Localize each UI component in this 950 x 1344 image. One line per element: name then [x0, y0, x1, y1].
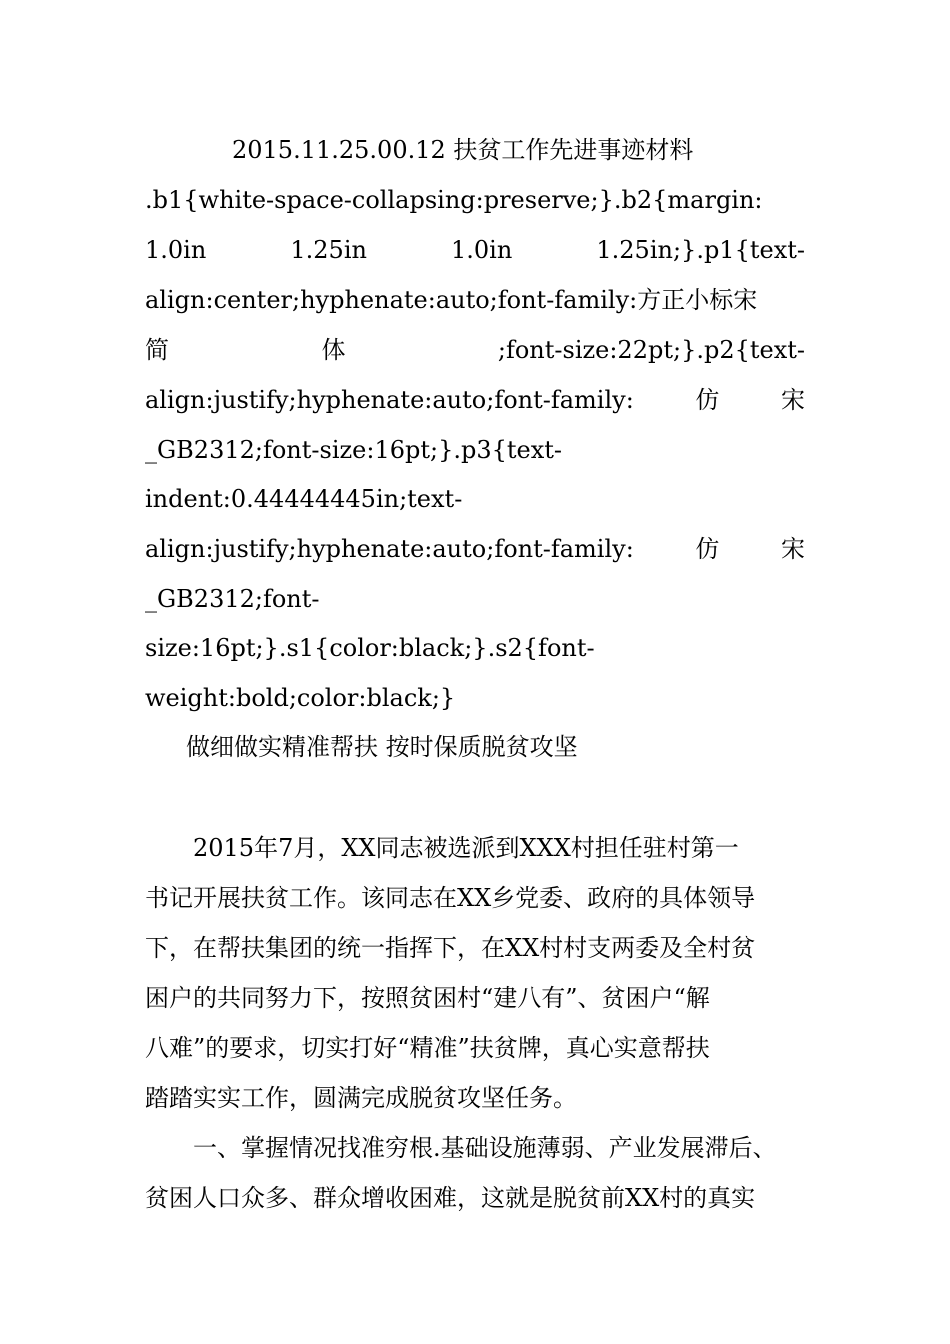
css-text-word: 1.0in	[145, 236, 207, 264]
paragraph-line: 一、掌握情况找准穷根.基础设施薄弱、产业发展滞后、	[193, 1134, 777, 1162]
css-text-line: .b1{white-space-collapsing:preserve;}.b2{margin:	[145, 186, 763, 214]
css-text-word: 1.0in	[451, 236, 513, 264]
css-text-line: _GB2312;font-	[145, 585, 320, 613]
css-text-word: 1.25in;}.p1{text-	[596, 236, 805, 264]
css-text-line	[145, 233, 805, 267]
paragraph-line: 书记开展扶贫工作。该同志在XX乡党委、政府的具体领导	[145, 884, 756, 912]
css-text-line: indent:0.44444445in;text-	[145, 485, 463, 513]
paragraph-line: 八难”的要求，切实打好“精准”扶贫牌，真心实意帮扶	[145, 1034, 710, 1062]
css-text-line	[145, 333, 805, 367]
css-text-word: 宋	[781, 386, 805, 414]
css-text-line: _GB2312;font-size:16pt;}.p3{text-	[145, 436, 563, 464]
css-text-line	[145, 383, 805, 417]
css-text-word: align:justify;hyphenate:auto;font-family:	[145, 386, 634, 414]
paragraph-line: 困户的共同努力下，按照贫困村“建八有”、贫困户“解	[145, 984, 710, 1012]
paragraph-line: 2015年7月，XX同志被选派到XXX村担任驻村第一	[193, 834, 739, 862]
css-text-word: 仿	[695, 535, 720, 563]
css-text-word: 仿	[695, 386, 720, 414]
css-text-word: align:justify;hyphenate:auto;font-family:	[145, 535, 634, 563]
css-text-word: 宋	[781, 535, 805, 563]
document-subtitle: 做细做实精准帮扶 按时保质脱贫攻坚	[186, 733, 578, 761]
css-text-line	[145, 532, 805, 566]
css-text-line: align:center;hyphenate:auto;font-family:方正小标宋	[145, 286, 758, 314]
paragraph-line: 贫困人口众多、群众增收困难，这就是脱贫前XX村的真实	[145, 1184, 756, 1212]
document-title: 2015.11.25.00.12 扶贫工作先进事迹材料	[232, 136, 694, 164]
css-text-line: size:16pt;}.s1{color:black;}.s2{font-	[145, 634, 595, 662]
css-text-line: weight:bold;color:black;}	[145, 684, 456, 712]
paragraph-line: 下，在帮扶集团的统一指挥下，在XX村村支两委及全村贫	[145, 934, 756, 962]
css-text-word: 1.25in	[290, 236, 367, 264]
css-text-word: 体	[321, 336, 346, 364]
css-text-word: 简	[145, 336, 169, 364]
css-text-word: ;font-size:22pt;}.p2{text-	[497, 336, 805, 364]
paragraph-line: 踏踏实实工作，圆满完成脱贫攻坚任务。	[145, 1084, 577, 1112]
